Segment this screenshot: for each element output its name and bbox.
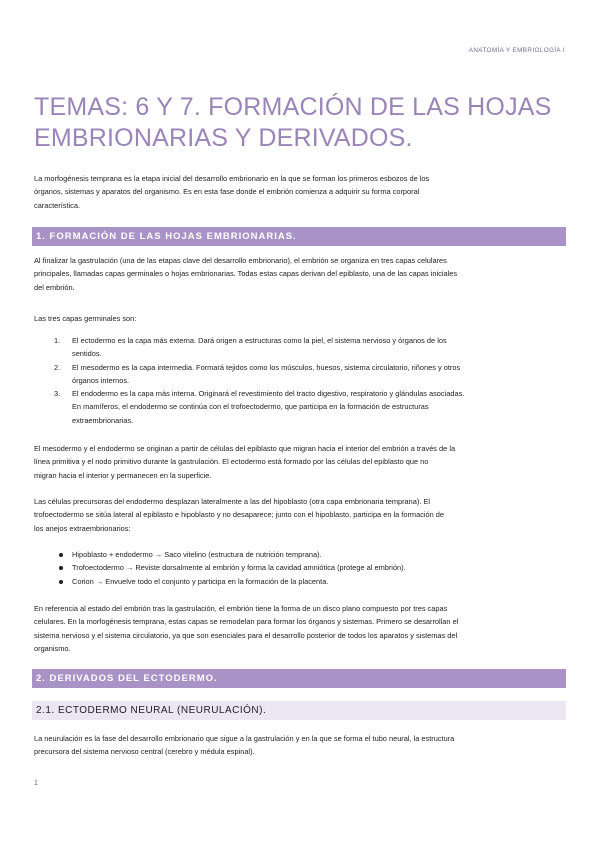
text-line: En mamíferos, el endodermo se continúa con el trofoectodermo, que participa en la formación de estructuras (72, 402, 429, 412)
list-number: 2. (54, 362, 61, 372)
section-heading-2: 2. DERIVADOS DEL ECTODERMO. (32, 669, 566, 688)
text-line: La morfogénesis temprana es la etapa inicial del desarrollo embrionario en la que se forman los primeros esbozos de los (34, 174, 430, 183)
germ-layers-list (34, 334, 564, 427)
text-line: Trofoectodermo → Reviste dorsalmente al embrión y forma la cavidad amniótica (protege al embrión). (72, 563, 406, 573)
list-item-mesoderm (34, 361, 564, 388)
text-line: Al finalizar la gastrulación (una de las etapas clave del desarrollo embrionario), el embrión se organiza en tres capas celulares (34, 256, 447, 265)
text-line: Las células precursoras del endodermo desplazan lateralmente a las del hipoblasto (otra capa embrionaria temprana). El (34, 497, 431, 506)
text-line: precursora del sistema nervioso central (cerebro y médula espinal). (34, 747, 255, 757)
text-line: los anejos extraembrionarios: (34, 523, 131, 533)
section1-paragraph-1 (34, 254, 564, 294)
list-number: 3. (54, 389, 61, 399)
text-line: Corion → Envuelve todo el conjunto y participa en la formación de la placenta. (72, 576, 329, 586)
text-line: Hipoblasto + endodermo → Saco vitelino (estructura de nutrición temprana). (72, 550, 322, 559)
text-line: línea primitiva y el nodo primitivo durante la gastrulación. El ectodermo está formado por las células del epiblasto que no (34, 457, 429, 467)
text-line: celulares. En la morfogénesis temprana, estas capas se remodelan para formar los órganos y sistemas. Primero se desarrollan el (34, 617, 459, 627)
bullet-icon (59, 553, 63, 557)
text-line: principales, llamadas capas germinales o hojas embrionarias. Todas estas capas derivan del epiblasto, una de las capas iniciales (34, 269, 458, 279)
subsection-heading-2-1: 2.1. ECTODERMO NEURAL (NEURULACIÓN). (32, 701, 566, 720)
text-line: La neurulación es la fase del desarrollo embrionario que sigue a la gastrulación y en la que se forma el tubo neural, la estructura (34, 734, 455, 743)
text-line: organismo. (34, 643, 71, 653)
text-line: trofoectodermo se sitúa lateral al epiblasto e hipoblasto y no desaparece; junto con el hipoblasto, participa en la formación de (34, 510, 445, 520)
title-line-2: EMBRIONARIAS Y DERIVADOS. (34, 124, 413, 152)
section1-paragraph-2: Las tres capas germinales son: (34, 314, 137, 323)
running-head: ANATOMÍA Y EMBRIOLOGÍA I (468, 47, 565, 54)
bullet-icon (59, 566, 63, 570)
text-line: El mesodermo es la capa intermedia. Formará tejidos como los músculos, huesos, sistema circulatorio, riñones y otros (72, 362, 461, 372)
list-item-endoderm (34, 387, 564, 427)
section1-paragraph-4 (34, 495, 564, 535)
text-line: órganos, sistemas y aparatos del organismo. Es en esta fase donde el embrión comienza a adquirir su forma corporal (34, 187, 420, 197)
text-line: sistema nervioso y el sistema circulatorio, ya que son esenciales para el desarrollo posterior de todos los aparatos y sistemas del (34, 630, 458, 640)
page-number: 1 (34, 780, 38, 787)
text-line: sentidos. (72, 349, 102, 359)
bullet-icon (59, 580, 63, 584)
section1-paragraph-3 (34, 442, 564, 482)
text-line: extraembrionarias. (72, 415, 134, 425)
text-line: El ectodermo es la capa más externa. Dará origen a estructuras como la piel, el sistema nervioso y órganos de los (72, 336, 447, 345)
list-item-ectoderm (34, 334, 564, 361)
section2-paragraph-1 (34, 732, 564, 759)
page-title (34, 92, 574, 154)
list-item (34, 561, 564, 574)
text-line: característica. (34, 200, 81, 210)
text-line: El endodermo es la capa más interna. Originará el revestimiento del tracto digestivo, respiratorio y glándulas asociadas. (72, 389, 465, 399)
annexes-list (34, 548, 564, 588)
section-heading-1: 1. FORMACIÓN DE LAS HOJAS EMBRIONARIAS. (32, 227, 566, 246)
intro-paragraph (34, 172, 564, 212)
list-item (34, 548, 564, 561)
list-item (34, 575, 564, 588)
text-line: del embrión. (34, 282, 75, 292)
text-line: En referencia al estado del embrión tras la gastrulación, el embrión tiene la forma de un disco plano compuesto por tres capas (34, 604, 448, 613)
section1-paragraph-5 (34, 602, 564, 655)
title-line-1: TEMAS: 6 Y 7. FORMACIÓN DE LAS HOJAS (34, 93, 552, 121)
text-line: migran hacia el interior y permanecen en la superficie. (34, 470, 212, 480)
text-line: órganos internos. (72, 375, 130, 385)
list-number: 1. (54, 336, 61, 345)
text-line: El mesodermo y el endodermo se originan a partir de células del epiblasto que migran hacia el interior del embrión a través de la (34, 444, 456, 453)
